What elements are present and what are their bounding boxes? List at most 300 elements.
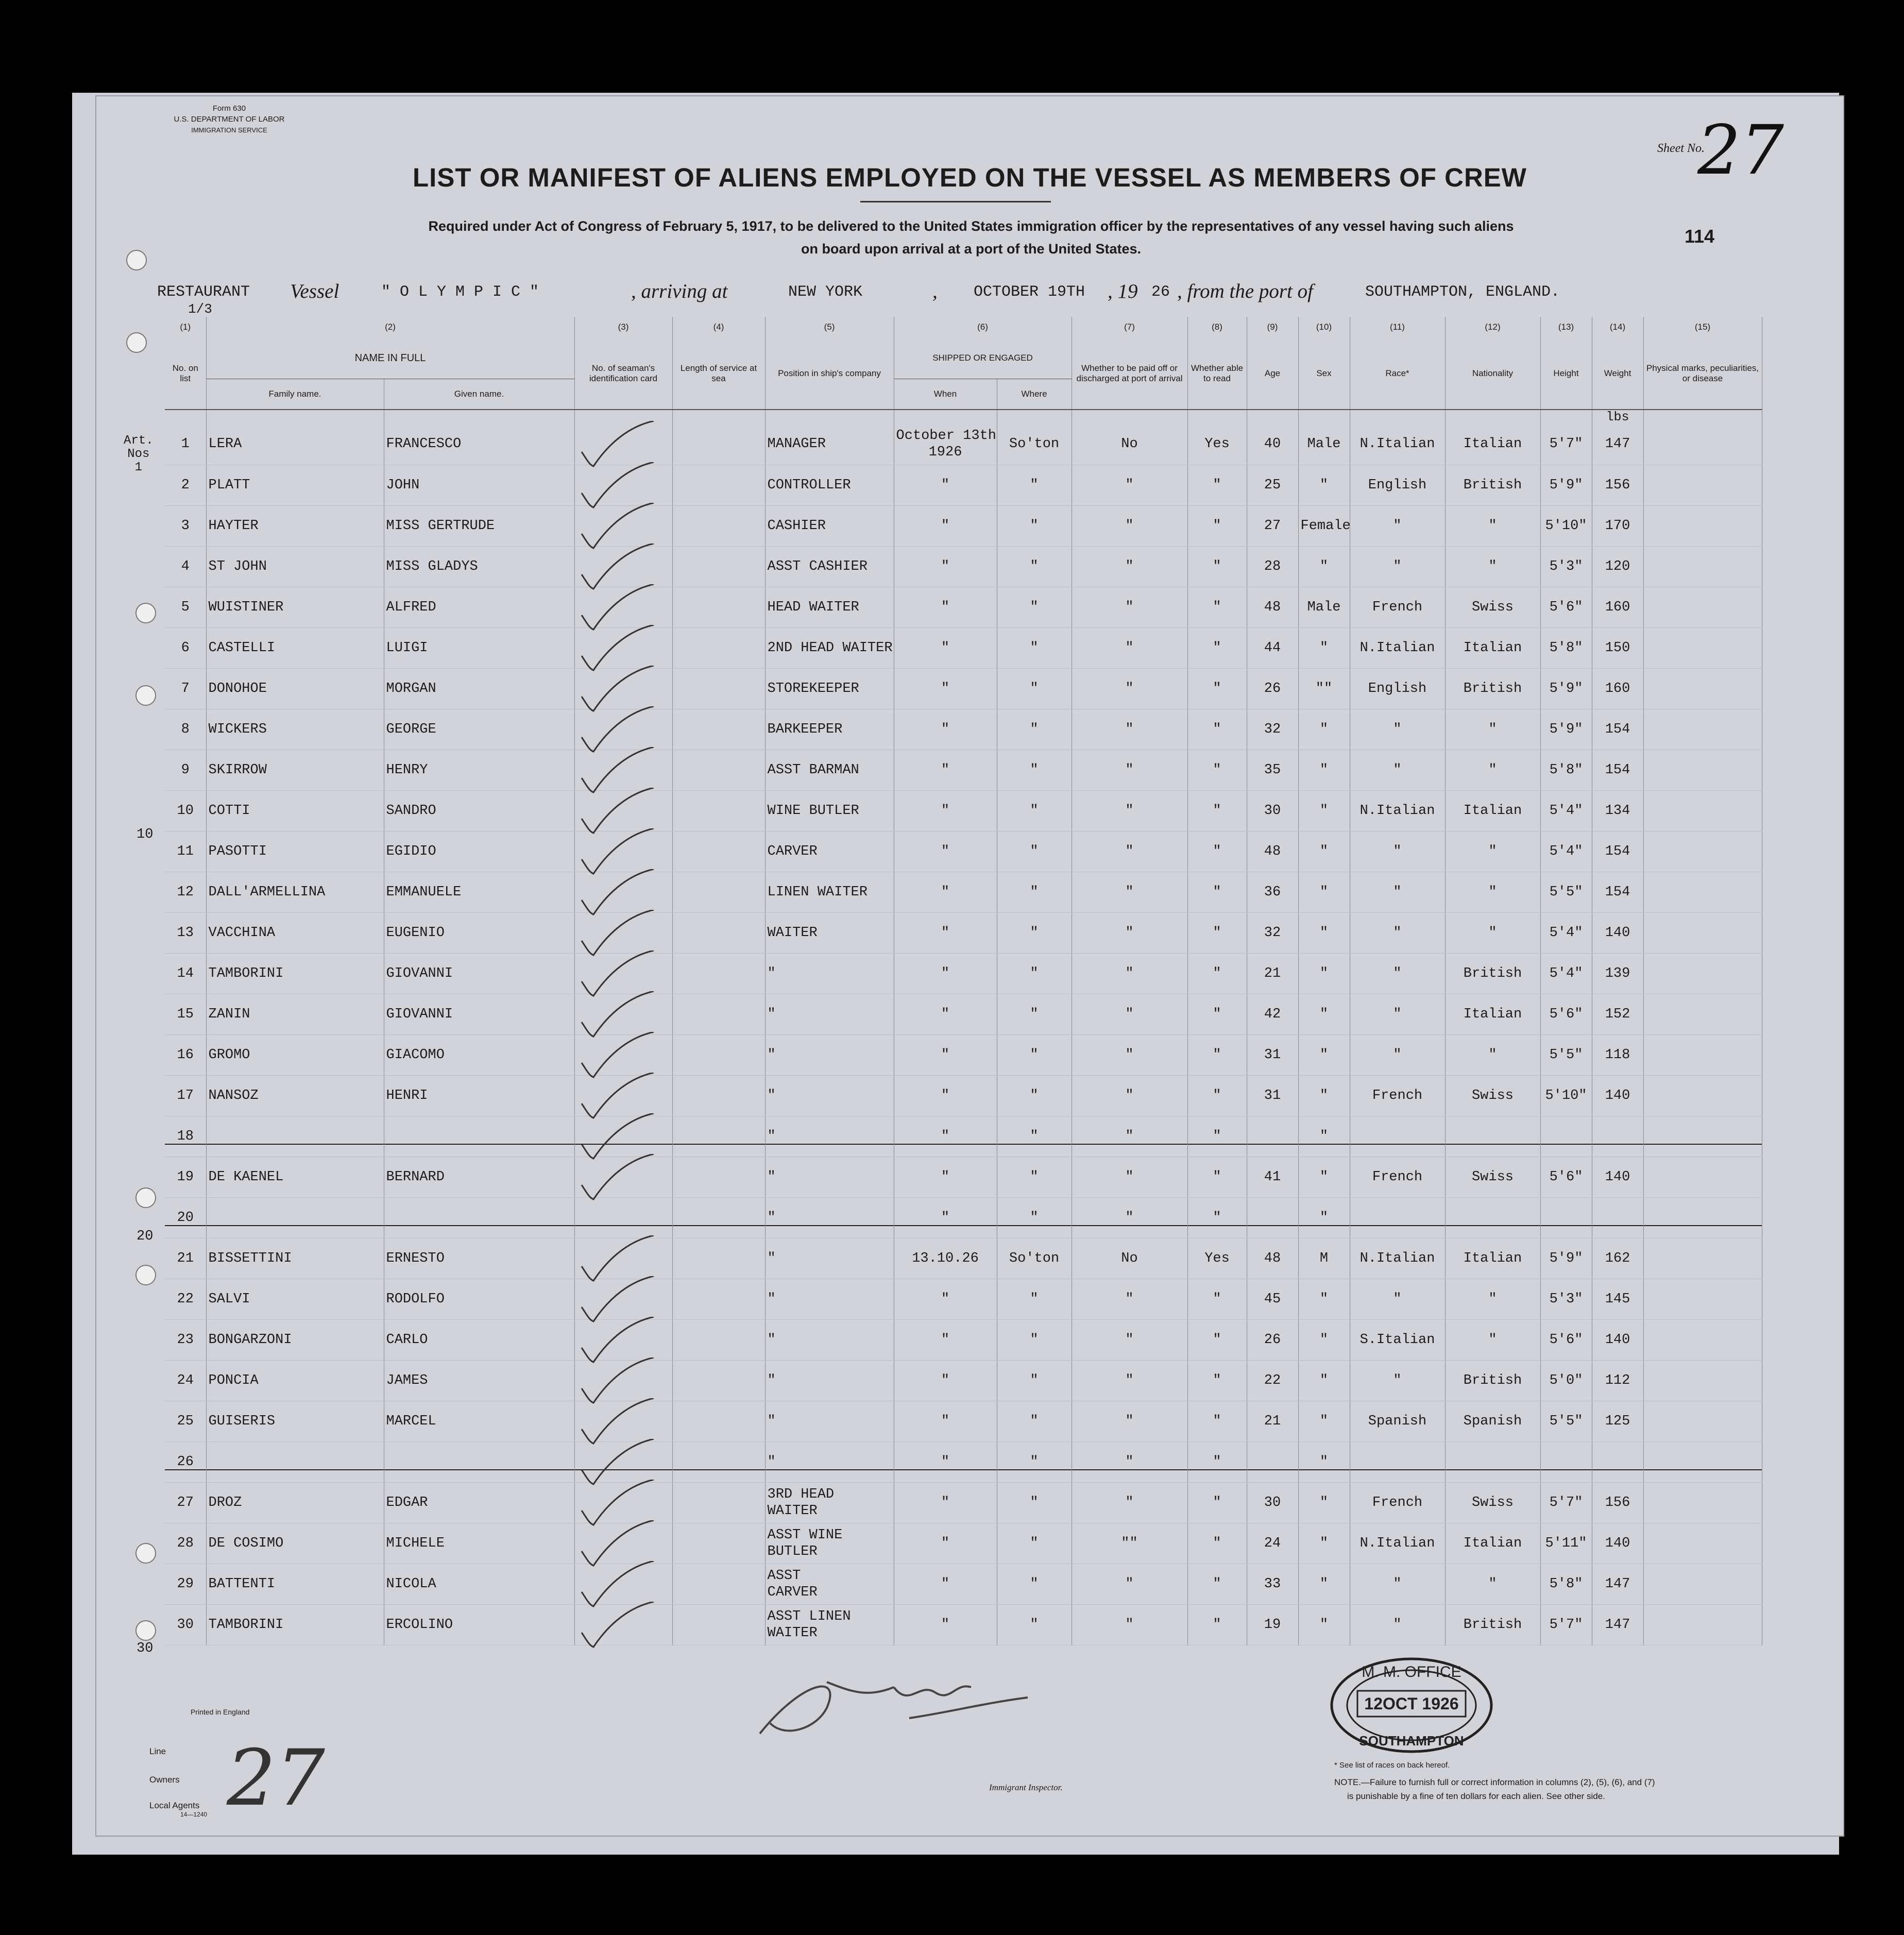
nationality: Italian: [1445, 627, 1540, 668]
table-row: [165, 790, 1762, 831]
position: ASST CARVER: [765, 1564, 894, 1604]
weight: 154: [1592, 709, 1643, 750]
weight: 145: [1592, 1279, 1643, 1319]
given-name: BERNARD: [384, 1157, 574, 1197]
paid-off: ": [1072, 912, 1187, 953]
id-card-mark: [574, 1157, 672, 1197]
table-row: [165, 627, 1762, 668]
shipped-where: ": [997, 587, 1072, 627]
height: 5'4": [1540, 790, 1592, 831]
race: French: [1350, 1157, 1445, 1197]
length-of-service: [672, 994, 765, 1034]
header-name-in-full: NAME IN FULL: [206, 337, 574, 379]
row-number: 9: [165, 750, 206, 790]
header-age: Age: [1247, 337, 1298, 410]
paid-off: ": [1072, 1116, 1187, 1157]
length-of-service: [672, 1564, 765, 1604]
header-weight: Weight: [1592, 337, 1643, 410]
height: 5'6": [1540, 587, 1592, 627]
sex: ": [1298, 831, 1350, 872]
sex: ": [1298, 994, 1350, 1034]
position: ": [765, 1197, 894, 1238]
nationality: British: [1445, 953, 1540, 994]
family-name: GUISERIS: [206, 1401, 384, 1441]
vessel-name: " O L Y M P I C ": [381, 283, 539, 301]
physical-marks: [1643, 790, 1762, 831]
weight: 170: [1592, 505, 1643, 546]
sex: ": [1298, 1360, 1350, 1401]
physical-marks: [1643, 1238, 1762, 1279]
given-name: RODOLFO: [384, 1279, 574, 1319]
id-card-mark: [574, 1075, 672, 1116]
height: 5'9": [1540, 1238, 1592, 1279]
weight: [1592, 1197, 1643, 1238]
sex: ": [1298, 546, 1350, 587]
position: ASST CASHIER: [765, 546, 894, 587]
able-to-read: ": [1187, 994, 1247, 1034]
physical-marks: [1643, 1319, 1762, 1360]
given-name: [384, 1116, 574, 1157]
family-name: PLATT: [206, 465, 384, 505]
header-height: Height: [1540, 337, 1592, 410]
id-card-mark: [574, 587, 672, 627]
race: N.Italian: [1350, 627, 1445, 668]
race: S.Italian: [1350, 1319, 1445, 1360]
age: 27: [1247, 505, 1298, 546]
check-mark-icon: [579, 1439, 656, 1485]
age: 40: [1247, 424, 1298, 465]
vessel-label: Vessel: [290, 280, 339, 302]
race: ": [1350, 1034, 1445, 1075]
row-number: 12: [165, 872, 206, 912]
nationality: ": [1445, 1034, 1540, 1075]
age: 36: [1247, 872, 1298, 912]
physical-marks: [1643, 424, 1762, 465]
given-name: GIOVANNI: [384, 953, 574, 994]
row-number: 5: [165, 587, 206, 627]
position: BARKEEPER: [765, 709, 894, 750]
table-row: [165, 1564, 1762, 1604]
length-of-service: [672, 709, 765, 750]
sex: ": [1298, 790, 1350, 831]
shipped-when: ": [894, 1075, 997, 1116]
paid-off: ": [1072, 465, 1187, 505]
physical-marks: [1643, 1482, 1762, 1523]
id-card-mark: [574, 1197, 672, 1238]
table-row: [165, 1319, 1762, 1360]
age: 33: [1247, 1564, 1298, 1604]
given-name: EDGAR: [384, 1482, 574, 1523]
position: ": [765, 1034, 894, 1075]
sex: ": [1298, 872, 1350, 912]
shipped-where: ": [997, 953, 1072, 994]
check-mark-icon: [579, 950, 656, 997]
family-name: WUISTINER: [206, 587, 384, 627]
height: 5'8": [1540, 627, 1592, 668]
nationality: British: [1445, 668, 1540, 709]
col-number: (14): [1592, 317, 1643, 337]
sex: Female: [1298, 505, 1350, 546]
family-name: DONOHOE: [206, 668, 384, 709]
shipped-when: ": [894, 831, 997, 872]
shipped-when: ": [894, 1441, 997, 1482]
given-name: FRANCESCO: [384, 424, 574, 465]
height: 5'11": [1540, 1523, 1592, 1564]
paid-off: ": [1072, 1279, 1187, 1319]
shipped-where: ": [997, 1197, 1072, 1238]
height: 5'8": [1540, 750, 1592, 790]
age: [1247, 1116, 1298, 1157]
able-to-read: ": [1187, 709, 1247, 750]
table-row: [165, 709, 1762, 750]
col-number: (13): [1540, 317, 1592, 337]
id-card-mark: [574, 424, 672, 465]
paid-off: ": [1072, 1197, 1187, 1238]
table-row: [165, 546, 1762, 587]
shipped-where: ": [997, 1116, 1072, 1157]
form-info: [144, 103, 314, 135]
position: MANAGER: [765, 424, 894, 465]
col-number: (3): [574, 317, 672, 337]
nationality: Italian: [1445, 1238, 1540, 1279]
fine-note-1: NOTE.—Failure to furnish full or correct information in columns (2), (5), (6), and (7): [1334, 1777, 1655, 1787]
length-of-service: [672, 1279, 765, 1319]
length-of-service: [672, 912, 765, 953]
able-to-read: ": [1187, 505, 1247, 546]
height: 5'3": [1540, 1279, 1592, 1319]
paid-off: ": [1072, 587, 1187, 627]
given-name: JAMES: [384, 1360, 574, 1401]
header-when: When: [894, 379, 997, 410]
paid-off: ": [1072, 1564, 1187, 1604]
age: 32: [1247, 912, 1298, 953]
sex: ": [1298, 1197, 1350, 1238]
row-number: 10: [165, 790, 206, 831]
table-row: [165, 831, 1762, 872]
row-number: 17: [165, 1075, 206, 1116]
length-of-service: [672, 668, 765, 709]
id-card-mark: [574, 1034, 672, 1075]
shipped-when: ": [894, 1157, 997, 1197]
physical-marks: [1643, 546, 1762, 587]
position: ": [765, 1238, 894, 1279]
row-number: 4: [165, 546, 206, 587]
given-name: EUGENIO: [384, 912, 574, 953]
able-to-read: ": [1187, 1197, 1247, 1238]
able-to-read: ": [1187, 1564, 1247, 1604]
physical-marks: [1643, 1604, 1762, 1645]
sex: Male: [1298, 587, 1350, 627]
able-to-read: ": [1187, 1401, 1247, 1441]
sex: M: [1298, 1238, 1350, 1279]
sex: ": [1298, 1279, 1350, 1319]
department-fraction: 1/3: [188, 301, 212, 317]
physical-marks: [1643, 1523, 1762, 1564]
length-of-service: [672, 587, 765, 627]
id-card-mark: [574, 1523, 672, 1564]
height: 5'7": [1540, 1604, 1592, 1645]
title-underline: [860, 201, 1051, 202]
binder-hole: [135, 1543, 156, 1564]
shipped-where: ": [997, 546, 1072, 587]
age: [1247, 1197, 1298, 1238]
age: 48: [1247, 1238, 1298, 1279]
shipped-when: ": [894, 1279, 997, 1319]
margin-note-20: 20: [137, 1229, 154, 1244]
weight: 160: [1592, 587, 1643, 627]
physical-marks: [1643, 912, 1762, 953]
height: [1540, 1197, 1592, 1238]
nationality: ": [1445, 750, 1540, 790]
header-given-name: Given name.: [384, 379, 574, 410]
col-number: (15): [1643, 317, 1762, 337]
page-subtitle: [312, 215, 1630, 260]
shipped-when: ": [894, 750, 997, 790]
weight: 154: [1592, 750, 1643, 790]
age: 26: [1247, 1319, 1298, 1360]
paid-off: ": [1072, 994, 1187, 1034]
weight: 120: [1592, 546, 1643, 587]
race: ": [1350, 750, 1445, 790]
weight: 156: [1592, 1482, 1643, 1523]
height: 5'7": [1540, 1482, 1592, 1523]
row-number: 21: [165, 1238, 206, 1279]
shipped-when: ": [894, 1197, 997, 1238]
age: 25: [1247, 465, 1298, 505]
stamp-top-text: M. M. OFFICE: [1362, 1664, 1461, 1681]
binder-hole: [135, 1265, 156, 1285]
length-of-service: [672, 1075, 765, 1116]
check-mark-icon: [579, 1154, 656, 1200]
race: N.Italian: [1350, 1523, 1445, 1564]
paid-off: ": [1072, 709, 1187, 750]
header-no-on-list: No. on list: [165, 337, 206, 410]
header-family-name: Family name.: [206, 379, 384, 410]
able-to-read: ": [1187, 1604, 1247, 1645]
position: ": [765, 1157, 894, 1197]
header-paid-off: Whether to be paid off or discharged at port of arrival: [1072, 337, 1187, 410]
able-to-read: ": [1187, 668, 1247, 709]
given-name: CARLO: [384, 1319, 574, 1360]
column-number-row: [165, 317, 1762, 337]
row-number: 24: [165, 1360, 206, 1401]
position: ASST WINE BUTLER: [765, 1523, 894, 1564]
physical-marks: [1643, 1034, 1762, 1075]
shipped-when: ": [894, 1564, 997, 1604]
position: HEAD WAITER: [765, 587, 894, 627]
weight: 140: [1592, 1523, 1643, 1564]
weight: 160: [1592, 668, 1643, 709]
family-name: HAYTER: [206, 505, 384, 546]
paid-off: ": [1072, 1075, 1187, 1116]
family-name: VACCHINA: [206, 912, 384, 953]
height: 5'5": [1540, 1401, 1592, 1441]
nationality: British: [1445, 1604, 1540, 1645]
check-mark-icon: [579, 544, 656, 590]
row-number: 14: [165, 953, 206, 994]
paid-off: ": [1072, 1157, 1187, 1197]
age: 48: [1247, 587, 1298, 627]
check-mark-icon: [579, 584, 656, 631]
weight: 134: [1592, 790, 1643, 831]
physical-marks: [1643, 1401, 1762, 1441]
units-row: [165, 410, 1762, 424]
check-mark-icon: [579, 1398, 656, 1445]
table-row: [165, 1238, 1762, 1279]
check-mark-icon: [579, 910, 656, 956]
check-mark-icon: [579, 1520, 656, 1567]
age: 35: [1247, 750, 1298, 790]
able-to-read: ": [1187, 1116, 1247, 1157]
given-name: JOHN: [384, 465, 574, 505]
id-card-mark: [574, 790, 672, 831]
shipped-where: ": [997, 1441, 1072, 1482]
weight: 152: [1592, 994, 1643, 1034]
family-name: ZANIN: [206, 994, 384, 1034]
age: 21: [1247, 1401, 1298, 1441]
race: ": [1350, 953, 1445, 994]
shipped-where: ": [997, 709, 1072, 750]
nationality: Spanish: [1445, 1401, 1540, 1441]
race: Spanish: [1350, 1401, 1445, 1441]
given-name: MARCEL: [384, 1401, 574, 1441]
nationality: ": [1445, 1564, 1540, 1604]
id-card-mark: [574, 1319, 672, 1360]
row-number: 3: [165, 505, 206, 546]
mm-office-stamp: [1327, 1654, 1497, 1757]
sex: ": [1298, 1564, 1350, 1604]
height: 5'10": [1540, 1075, 1592, 1116]
given-name: LUIGI: [384, 627, 574, 668]
race: English: [1350, 465, 1445, 505]
nationality: Italian: [1445, 424, 1540, 465]
position: CONTROLLER: [765, 465, 894, 505]
col-number: (10): [1298, 317, 1350, 337]
id-card-mark: [574, 1604, 672, 1645]
paid-off: ": [1072, 546, 1187, 587]
paid-off: ": [1072, 1441, 1187, 1482]
physical-marks: [1643, 831, 1762, 872]
shipped-where: So'ton: [997, 1238, 1072, 1279]
shipped-when: October 13th 1926: [894, 424, 997, 465]
family-name: ST JOHN: [206, 546, 384, 587]
id-card-mark: [574, 750, 672, 790]
able-to-read: Yes: [1187, 424, 1247, 465]
paid-off: ": [1072, 1482, 1187, 1523]
position: STOREKEEPER: [765, 668, 894, 709]
paid-off: ": [1072, 831, 1187, 872]
id-card-mark: [574, 1482, 672, 1523]
physical-marks: [1643, 750, 1762, 790]
able-to-read: ": [1187, 912, 1247, 953]
binder-hole: [135, 685, 156, 706]
height: 5'0": [1540, 1360, 1592, 1401]
col-number: (4): [672, 317, 765, 337]
shipped-where: ": [997, 627, 1072, 668]
id-card-mark: [574, 1441, 672, 1482]
row-number: 29: [165, 1564, 206, 1604]
height: [1540, 1441, 1592, 1482]
margin-note-30: 30: [137, 1641, 154, 1656]
weight: 112: [1592, 1360, 1643, 1401]
physical-marks: [1643, 709, 1762, 750]
race: N.Italian: [1350, 424, 1445, 465]
height: 5'9": [1540, 465, 1592, 505]
length-of-service: [672, 750, 765, 790]
id-card-mark: [574, 1401, 672, 1441]
table-row: [165, 872, 1762, 912]
shipped-where: ": [997, 790, 1072, 831]
id-card-mark: [574, 1279, 672, 1319]
table-row: [165, 465, 1762, 505]
inspector-signature: [739, 1651, 1100, 1754]
given-name: ALFRED: [384, 587, 574, 627]
age: 28: [1247, 546, 1298, 587]
id-card-mark: [574, 1116, 672, 1157]
nationality: ": [1445, 1319, 1540, 1360]
shipped-where: So'ton: [997, 424, 1072, 465]
race: French: [1350, 587, 1445, 627]
height: 5'9": [1540, 668, 1592, 709]
check-mark-icon: [579, 666, 656, 712]
physical-marks: [1643, 1279, 1762, 1319]
family-name: CASTELLI: [206, 627, 384, 668]
table-row: [165, 1523, 1762, 1564]
length-of-service: [672, 1034, 765, 1075]
row-number: 6: [165, 627, 206, 668]
position: ": [765, 953, 894, 994]
sex: ": [1298, 1604, 1350, 1645]
length-of-service: [672, 790, 765, 831]
table-row: [165, 750, 1762, 790]
family-name: [206, 1116, 384, 1157]
paid-off: ": [1072, 505, 1187, 546]
shipped-when: ": [894, 1360, 997, 1401]
nationality: ": [1445, 546, 1540, 587]
age: 31: [1247, 1075, 1298, 1116]
given-name: MICHELE: [384, 1523, 574, 1564]
row-number: 8: [165, 709, 206, 750]
family-name: GROMO: [206, 1034, 384, 1075]
shipped-where: ": [997, 872, 1072, 912]
col-number: (9): [1247, 317, 1298, 337]
row-number: 20: [165, 1197, 206, 1238]
table-row: [165, 1116, 1762, 1157]
shipped-when: ": [894, 994, 997, 1034]
paid-off: ": [1072, 750, 1187, 790]
length-of-service: [672, 1319, 765, 1360]
race: ": [1350, 709, 1445, 750]
position: LINEN WAITER: [765, 872, 894, 912]
shipped-where: ": [997, 912, 1072, 953]
length-of-service: [672, 546, 765, 587]
table-row: [165, 1401, 1762, 1441]
nationality: ": [1445, 709, 1540, 750]
id-card-mark: [574, 1564, 672, 1604]
physical-marks: [1643, 627, 1762, 668]
race: ": [1350, 872, 1445, 912]
physical-marks: [1643, 587, 1762, 627]
row-number: 7: [165, 668, 206, 709]
sex: "": [1298, 668, 1350, 709]
paid-off: No: [1072, 424, 1187, 465]
able-to-read: ": [1187, 546, 1247, 587]
able-to-read: ": [1187, 465, 1247, 505]
position: ": [765, 1319, 894, 1360]
shipped-when: ": [894, 790, 997, 831]
sex: ": [1298, 1075, 1350, 1116]
table-row: [165, 424, 1762, 465]
